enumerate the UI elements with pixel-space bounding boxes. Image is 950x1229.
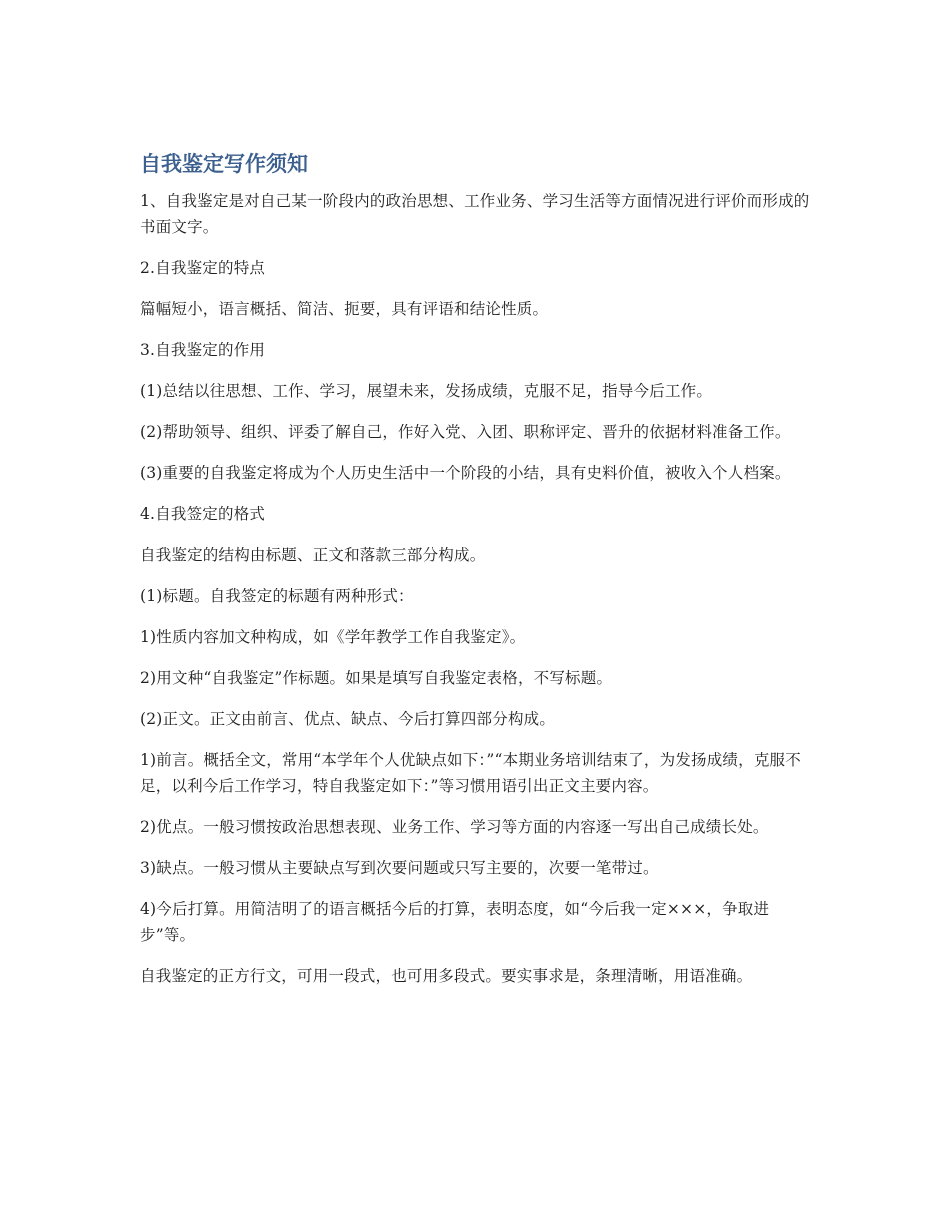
document-page [140, 148, 812, 1004]
paragraph-title-form-1: 1)性质内容加文种构成，如《学年教学工作自我鉴定》。 [140, 628, 526, 646]
paragraph-intro: 1、自我鉴定是对自己某一阶段内的政治思想、工作业务、学习生活等方面情况进行评价而形成的书面文字。 [140, 192, 810, 236]
paragraph-preface: 1)前言。概括全文，常用“本学年个人优缺点如下：”“本期业务培训结束了，为发扬成绩，克服不足，以利今后工作学习，特自我鉴定如下：”等习惯用语引出正文主要内容。 [140, 751, 801, 795]
paragraph-features: 篇幅短小，语言概括、简洁、扼要，具有评语和结论性质。 [140, 300, 549, 318]
section-heading-features: 2.自我鉴定的特点 [140, 259, 266, 277]
paragraph-future-plans: 4)今后打算。用简洁明了的语言概括今后的打算，表明态度，如“今后我一定×××，争取进步”等。 [140, 900, 770, 944]
document-title: 自我鉴定写作须知 [140, 152, 308, 176]
section-heading-format: 4.自我签定的格式 [140, 505, 266, 523]
paragraph-title-form-2: 2)用文种“自我鉴定”作标题。如果是填写自我鉴定表格，不写标题。 [140, 669, 613, 687]
paragraph-strengths: 2)优点。一般习惯按政治思想表现、业务工作、学习等方面的内容逐一写出自己成绩长处。 [140, 818, 769, 836]
paragraph-function-2: (2)帮助领导、组织、评委了解自己，作好入党、入团、职称评定、晋升的依据材料准备工作。 [140, 423, 791, 441]
paragraph-function-1: (1)总结以往思想、工作、学习，展望未来，发扬成绩，克服不足，指导今后工作。 [140, 382, 713, 400]
paragraph-weaknesses: 3)缺点。一般习惯从主要缺点写到次要问题或只写主要的，次要一笔带过。 [140, 859, 659, 877]
paragraph-structure: 自我鉴定的结构由标题、正文和落款三部分构成。 [140, 546, 486, 564]
paragraph-function-3: (3)重要的自我鉴定将成为个人历史生活中一个阶段的小结，具有史料价值，被收入个人档案。 [140, 464, 791, 482]
section-heading-functions: 3.自我鉴定的作用 [140, 341, 266, 359]
paragraph-body: (2)正文。正文由前言、优点、缺点、今后打算四部分构成。 [140, 710, 556, 728]
paragraph-closing: 自我鉴定的正方行文，可用一段式，也可用多段式。要实事求是，条理清晰，用语准确。 [140, 967, 753, 985]
paragraph-title-forms: (1)标题。自我签定的标题有两种形式： [140, 587, 414, 605]
